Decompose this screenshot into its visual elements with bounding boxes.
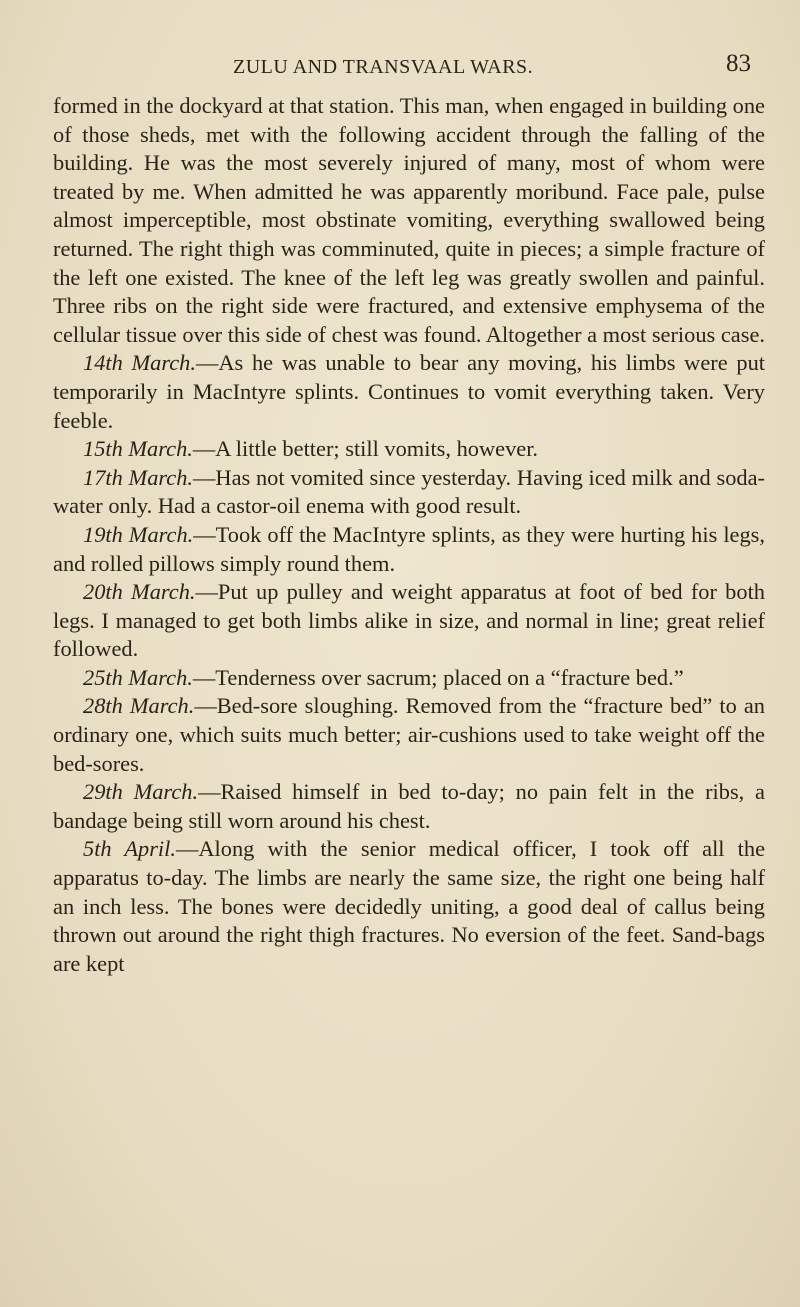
- entry-text: —Has not vomited since yesterday. Having iced milk and soda-water only. Had a castor-oil enema with good result.: [53, 464, 765, 519]
- entry-date: 28th March.: [83, 693, 195, 719]
- page-body: [53, 92, 765, 978]
- diary-entry: [53, 464, 765, 521]
- entry-date: 20th March.: [83, 579, 196, 605]
- page-header: [0, 50, 800, 86]
- diary-entry: [53, 578, 765, 664]
- entry-date: 17th March.: [83, 464, 194, 490]
- diary-entry: [53, 692, 765, 778]
- entry-date: 25th March.: [83, 664, 193, 690]
- entry-text: —Tenderness over sacrum; placed on a “fracture bed.”: [192, 664, 684, 690]
- diary-entry: [53, 778, 765, 835]
- running-head: ZULU AND TRANSVAAL WARS.: [233, 56, 534, 78]
- diary-entry: [53, 664, 765, 693]
- page-number: 83: [726, 50, 751, 77]
- diary-entry: [53, 835, 765, 978]
- entry-date: 19th March.: [83, 521, 194, 547]
- entry-text: —As he was unable to bear any moving, his limbs were put temporarily in MacIntyre splints. Continues to vomit everything taken. Very feeble.: [53, 350, 765, 433]
- entry-text: —Put up pulley and weight apparatus at foot of bed for both legs. I managed to get both limbs alike in size, and normal in line; great relief followed.: [53, 579, 765, 662]
- entry-text: —Took off the MacIntyre splints, as they were hurting his legs, and rolled pillows simply round them.: [53, 521, 765, 576]
- entry-date: 14th March.: [83, 350, 196, 376]
- entry-date: 15th March.: [83, 436, 193, 462]
- entry-date: 5th April.: [83, 836, 176, 862]
- paragraph-text: formed in the dockyard at that station. This man, when engaged in building one of those sheds, met with the following accident through the falling of the building. He was the most severely injured of many, most of whom were treated by me. When admitted he was apparently moribund. Face pale, pulse almost imperceptible, most obstinate vomiting, everything swallowed being returned. The right thigh was comminuted, quite in pieces; a simple fracture of the left one existed. The knee of the left leg was greatly swollen and painful. Three ribs on the right side were fractured, and extensive emphysema of the cellular tissue over this side of chest was found. Altogether a most serious case.: [53, 93, 765, 347]
- entry-text: —A little better; still vomits, however.: [192, 436, 539, 462]
- diary-entry: [53, 521, 765, 578]
- diary-entry: [53, 349, 765, 435]
- entry-text: —Bed-sore sloughing. Removed from the “fracture bed” to an ordinary one, which suits much better; air-cushions used to take weight off the bed-sores.: [53, 693, 765, 776]
- paragraph: [53, 92, 765, 349]
- diary-entry: [53, 435, 765, 464]
- entry-text: —Along with the senior medical officer, I took off all the apparatus to-day. The limbs are nearly the same size, the right one being half an inch less. The bones were decidedly uniting, a good deal of callus being thrown out around the right thigh fractures. No eversion of the feet. Sand-bags are kept: [53, 836, 766, 976]
- entry-date: 29th March.: [83, 779, 199, 805]
- entry-text: —Raised himself in bed to-day; no pain felt in the ribs, a bandage being still worn around his chest.: [53, 779, 765, 833]
